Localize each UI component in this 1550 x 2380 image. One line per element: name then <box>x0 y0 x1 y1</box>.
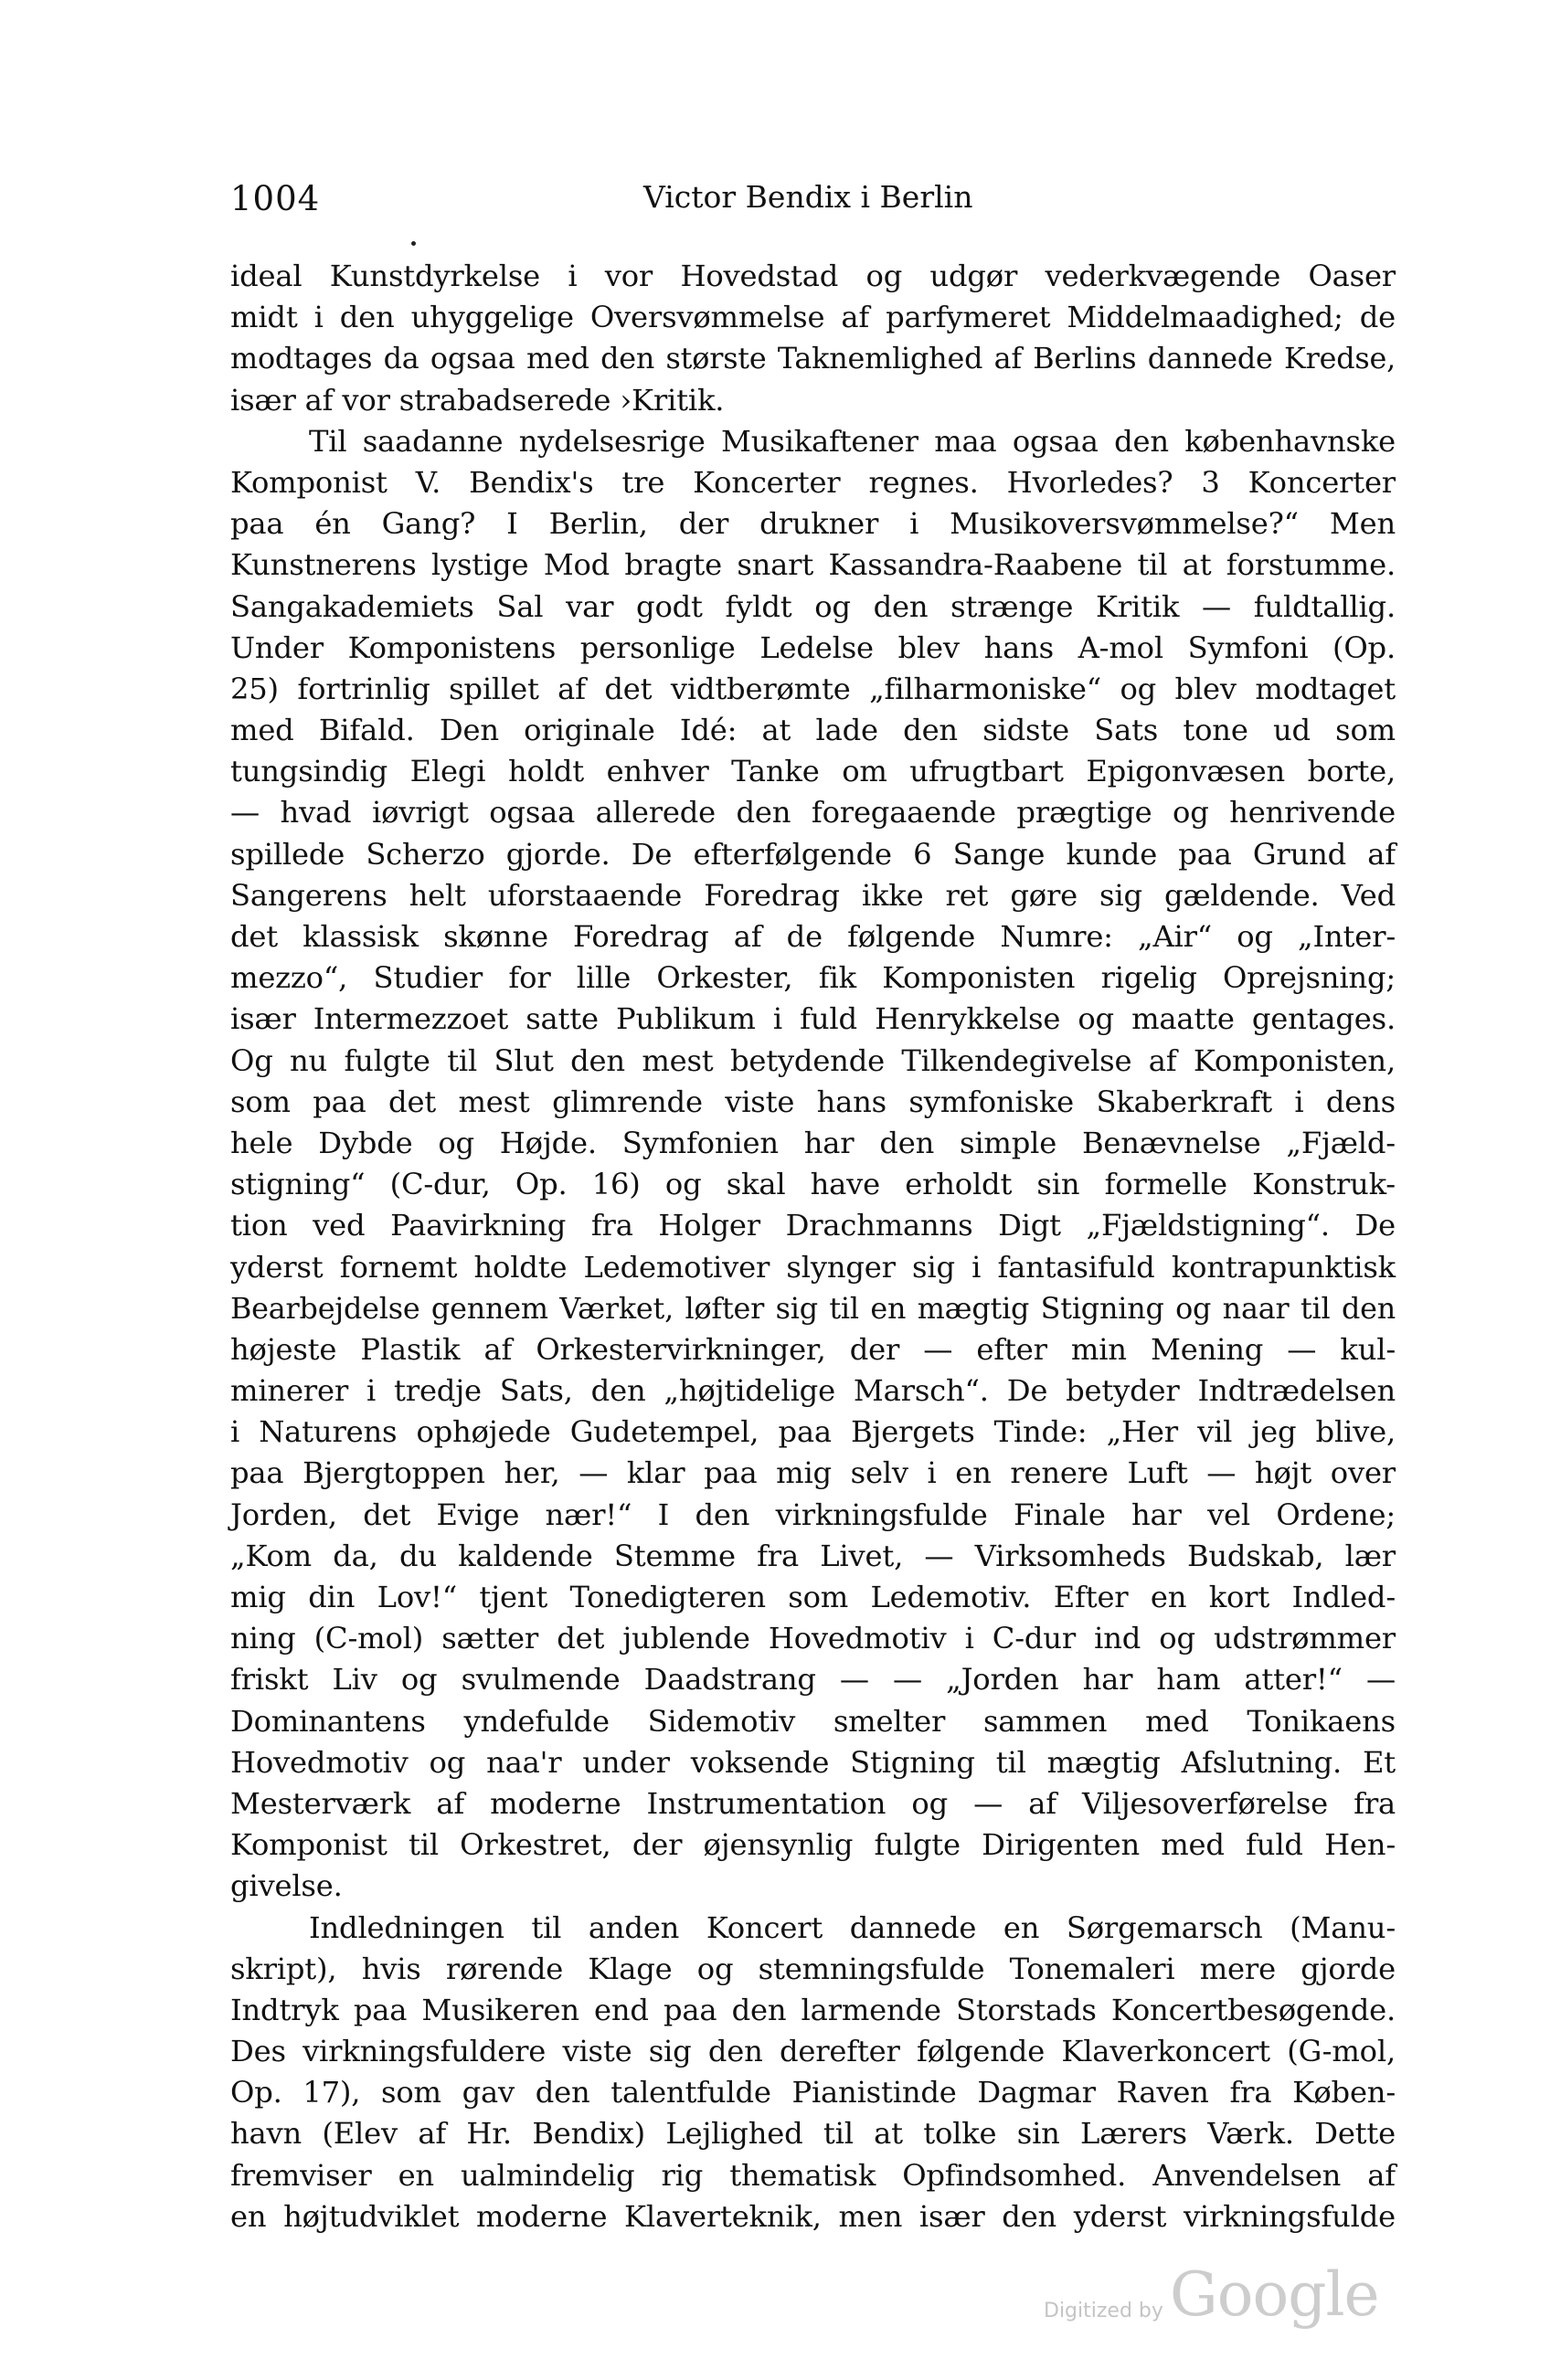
digitized-watermark <box>1044 2259 1379 2335</box>
text-line: Op. 17), som gav den talentfulde Pianistinde Dagmar Raven fra Køben- <box>230 2075 1396 2110</box>
text-line: Mesterværk af moderne Instrumentation og — af Viljesoverførelse fra <box>230 1785 1396 1821</box>
paragraph-start-line: Indledningen til anden Koncert dannede en Sørgemarsch (Manu- <box>309 1909 1396 1945</box>
text-line: ideal Kunstdyrkelse i vor Hovedstad og udgør vederkvægende Oaser <box>230 259 1396 293</box>
text-line: Under Komponistens personlige Ledelse blev hans A-mol Symfoni (Op. <box>230 629 1396 665</box>
text-line: „Kom da, du kaldende Stemme fra Livet, — Virksomheds Budskab, lær <box>230 1538 1396 1573</box>
text-line: givelse. <box>230 1868 343 1904</box>
text-line: yderst fornemt holdte Ledemotiver slynger sig i fantasifuld kontrapunktisk <box>230 1249 1396 1285</box>
paragraph-start-line: Til saadanne nydelsesrige Musikaftener maa ogsaa den københavnske <box>309 423 1396 459</box>
text-line: ning (C-mol) sætter det jublende Hovedmotiv i C-dur ind og udstrømmer <box>230 1621 1396 1656</box>
text-line: mezzo“, Studier for lille Orkester, fik Komponisten rigelig Oprejsning; <box>230 960 1396 996</box>
text-line: paa én Gang? I Berlin, der drukner i Musikoversvømmelse?“ Men <box>230 506 1396 542</box>
page-number: 1004 <box>230 179 321 218</box>
text-line: Sangerens helt uforstaaende Foredrag ikke ret gøre sig gældende. Ved <box>230 877 1396 913</box>
text-line: Des virkningsfuldere viste sig den derefter følgende Klaverkoncert (G-mol, <box>230 2034 1396 2069</box>
text-line: Hovedmotiv og naa'r under voksende Stigning til mægtig Afslutning. Et <box>230 1744 1396 1780</box>
text-line: hele Dybde og Højde. Symfonien har den simple Benævnelse „Fjæld- <box>230 1125 1396 1160</box>
text-line: som paa det mest glimrende viste hans symfoniske Skaberkraft i dens <box>230 1084 1396 1119</box>
text-line: — hvad iøvrigt ogsaa allerede den foregaaende prægtige og henrivende <box>230 795 1396 830</box>
print-speck <box>411 241 416 246</box>
text-line: i Naturens ophøjede Gudetempel, paa Bjergets Tinde: „Her vil jeg blive, <box>230 1414 1396 1450</box>
text-line: Komponist til Orkestret, der øjensynlig fulgte Dirigenten med fuld Hen- <box>230 1827 1396 1863</box>
body-text <box>230 256 1396 2237</box>
text-line: spillede Scherzo gjorde. De efterfølgende 6 Sange kunde paa Grund af <box>230 836 1396 872</box>
running-head <box>230 179 1400 225</box>
text-line: fremviser en ualmindelig rig thematisk Opfindsomhed. Anvendelsen af <box>230 2157 1396 2193</box>
text-line: havn (Elev af Hr. Bendix) Lejlighed til at tolke sin Lærers Værk. Dette <box>230 2116 1396 2152</box>
text-line: Sangakademiets Sal var godt fyldt og den strænge Kritik — fuldtallig. <box>230 588 1396 624</box>
watermark-brand: Google <box>1170 2259 1379 2330</box>
text-line: tion ved Paavirkning fra Holger Drachmanns Digt „Fjældstigning“. De <box>230 1208 1396 1243</box>
text-line: mig din Lov!“ tjent Tonedigteren som Ledemotiv. Efter en kort Indled- <box>230 1580 1396 1614</box>
text-line: midt i den uhyggelige Oversvømmelse af parfymeret Middelmaadighed; de <box>230 300 1396 335</box>
text-line: det klassisk skønne Foredrag af de følgende Numre: „Air“ og „Inter- <box>230 919 1396 954</box>
text-line: paa Bjergtoppen her, — klar paa mig selv i en renere Luft — højt over <box>230 1455 1396 1491</box>
text-line: stigning“ (C-dur, Op. 16) og skal have erholdt sin formelle Konstruk- <box>230 1167 1396 1202</box>
text-line: Jorden, det Evige nær!“ I den virkningsfulde Finale har vel Ordene; <box>230 1497 1396 1532</box>
text-line: højeste Plastik af Orkestervirkninger, der — efter min Mening — kul- <box>230 1331 1396 1367</box>
text-line: Indtryk paa Musikeren end paa den larmende Storstads Koncertbesøgende. <box>230 1992 1396 2027</box>
text-line: 25) fortrinlig spillet af det vidtberømte „filharmoniske“ og blev modtaget <box>230 671 1396 706</box>
text-line: Dominantens yndefulde Sidemotiv smelter sammen med Tonikaens <box>230 1703 1396 1739</box>
text-line: Og nu fulgte til Slut den mest betydende Tilkendegivelse af Komponisten, <box>230 1042 1396 1078</box>
text-line: især af vor strabadserede ›Kritik. <box>230 382 725 418</box>
watermark-prefix: Digitized by <box>1044 2300 1163 2322</box>
text-line: minerer i tredje Sats, den „højtidelige Marsch“. De betyder Indtrædelsen <box>230 1373 1396 1409</box>
text-line: med Bifald. Den originale Idé: at lade den sidste Sats tone ud som <box>230 713 1396 748</box>
running-title: Victor Bendix i Berlin <box>643 179 973 215</box>
text-line: Kunstnerens lystige Mod bragte snart Kassandra-Raabene til at forstumme. <box>230 547 1396 583</box>
text-line: friskt Liv og svulmende Daadstrang — — „Jorden har ham atter!“ — <box>230 1662 1396 1698</box>
text-line: skript), hvis rørende Klage og stemningsfulde Tonemaleri mere gjorde <box>230 1951 1396 1986</box>
text-line: tungsindig Elegi holdt enhver Tanke om ufrugtbart Epigonvæsen borte, <box>230 754 1396 789</box>
text-line: en højtudviklet moderne Klaverteknik, men især den yderst virkningsfulde <box>230 2198 1396 2234</box>
text-line: modtages da ogsaa med den største Taknemlighed af Berlins dannede Kredse, <box>230 342 1396 376</box>
text-line: Komponist V. Bendix's tre Koncerter regnes. Hvorledes? 3 Koncerter <box>230 464 1396 500</box>
text-line: Bearbejdelse gennem Værket, løfter sig til en mægtig Stigning og naar til den <box>230 1291 1396 1326</box>
text-line: især Intermezzoet satte Publikum i fuld Henrykkelse og maatte gentages. <box>230 1001 1396 1037</box>
